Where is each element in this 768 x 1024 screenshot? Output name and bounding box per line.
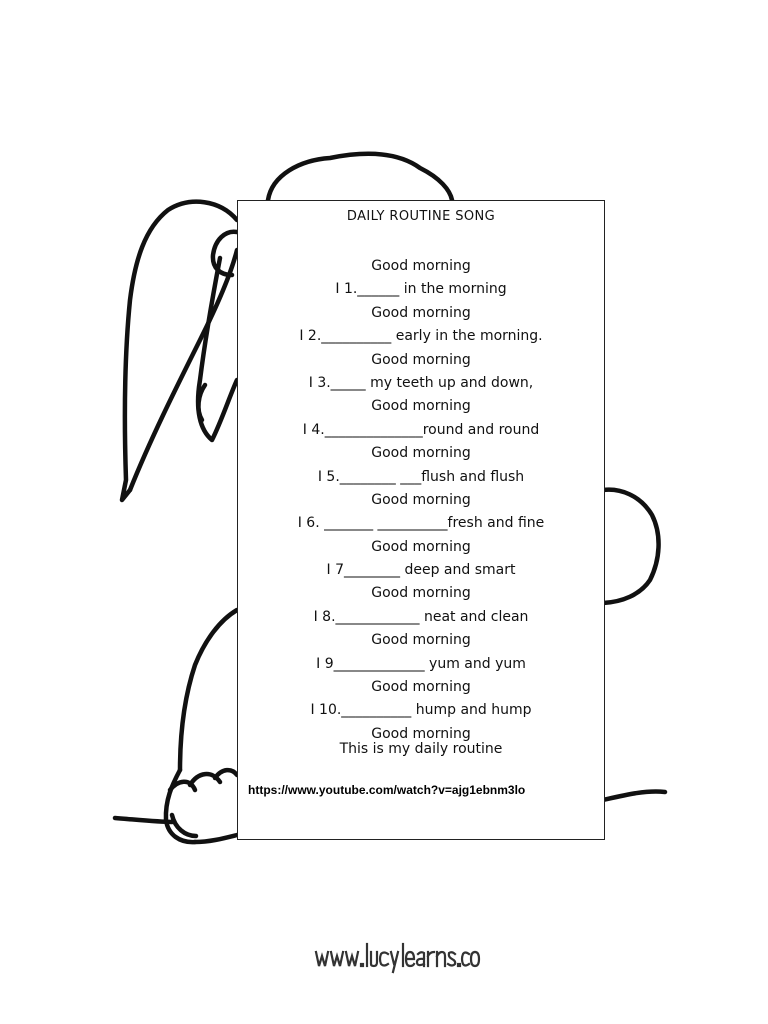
lyric-line: I 3._____ my teeth up and down, bbox=[308, 374, 534, 391]
lyric-line: I 6. _______ __________fresh and fine bbox=[297, 515, 545, 532]
lyric-line: Good morning bbox=[371, 304, 471, 321]
lyric-line: I 4.______________round and round bbox=[302, 421, 540, 438]
lyric-line: Good morning bbox=[371, 351, 471, 368]
lyric-line: Good morning bbox=[371, 679, 471, 696]
lyric-line: Good morning bbox=[371, 538, 471, 555]
lyric-line: I 5.________ ___flush and flush bbox=[317, 468, 525, 485]
lyric-line: I 1.______ in the morning bbox=[335, 281, 507, 298]
lyric-line: I 8.____________ neat and clean bbox=[313, 608, 529, 625]
worksheet-card bbox=[237, 200, 605, 840]
lyric-line: Good morning bbox=[371, 491, 471, 508]
lyrics-list bbox=[238, 255, 604, 746]
lyric-line: Good morning bbox=[371, 632, 471, 649]
lyric-line: I 7________ deep and smart bbox=[326, 562, 516, 579]
lyric-line: Good morning bbox=[371, 585, 471, 602]
lyric-line: Good morning bbox=[371, 445, 471, 462]
lyric-line: Good morning bbox=[371, 398, 471, 415]
lyric-line: Good morning bbox=[371, 725, 471, 742]
lyric-line: I 9_____________ yum and yum bbox=[316, 655, 526, 672]
worksheet-title: DAILY ROUTINE SONG bbox=[346, 209, 496, 224]
youtube-link[interactable]: https://www.youtube.com/watch?v=ajg1ebnm3lo bbox=[248, 783, 526, 797]
closing-line: This is my daily routine bbox=[339, 741, 503, 757]
lyric-line: I 2.__________ early in the morning. bbox=[299, 328, 543, 345]
lyric-line: I 10.__________ hump and hump bbox=[310, 702, 532, 719]
lucylearns-logo bbox=[312, 940, 482, 974]
lyric-line: Good morning bbox=[371, 258, 471, 274]
